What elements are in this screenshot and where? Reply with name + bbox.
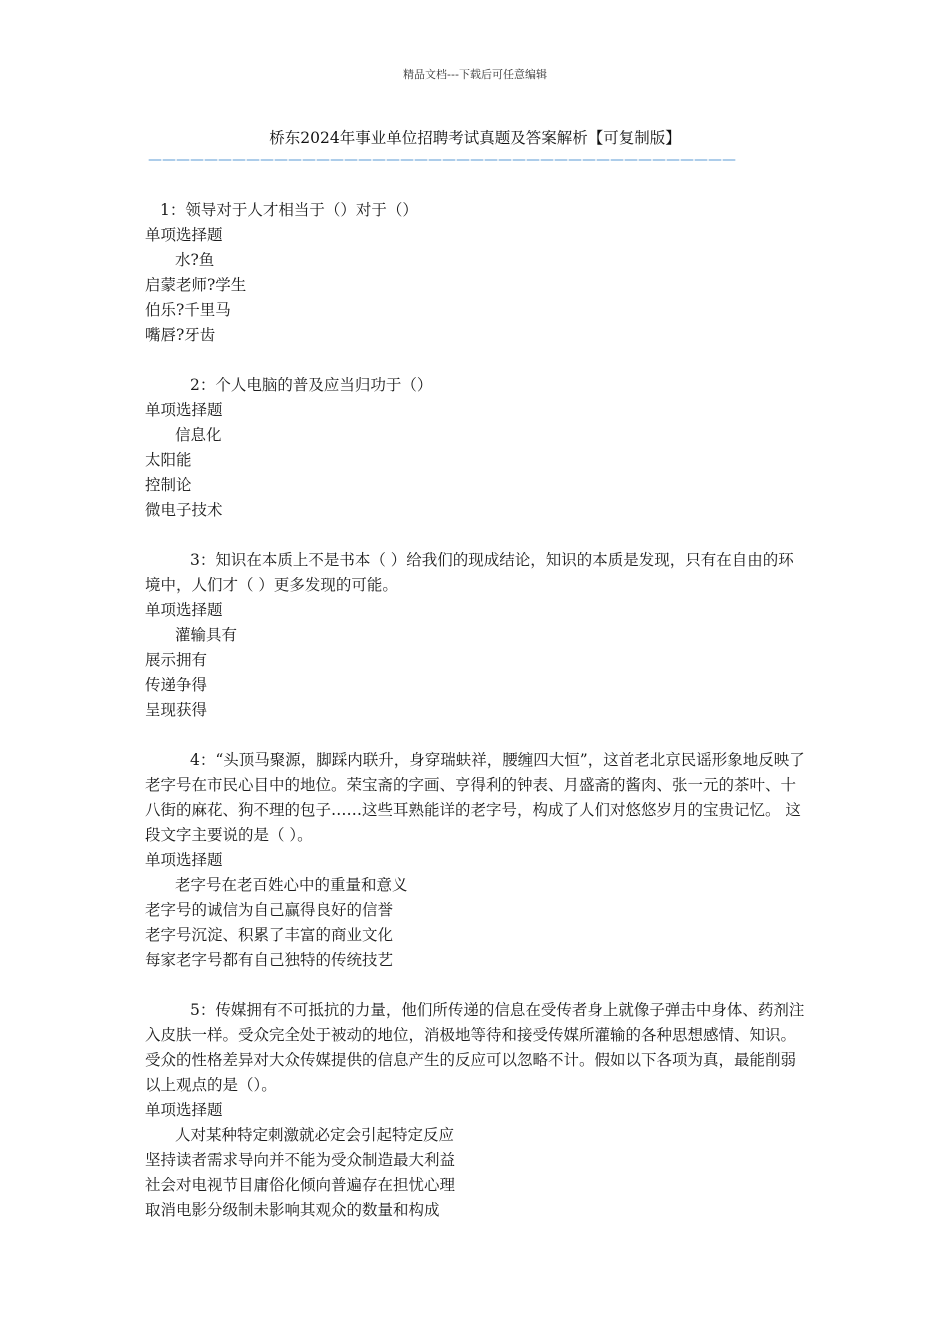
option-c: 社会对电视节目庸俗化倾向普遍存在担忧心理 — [145, 1176, 456, 1194]
option-d: 取消电影分级制未影响其观众的数量和构成 — [145, 1201, 440, 1219]
question-type: 单项选择题 — [145, 401, 223, 419]
option-b: 展示拥有 — [145, 651, 208, 669]
header-note: 精品文档---下载后可任意编辑 — [403, 68, 547, 81]
question-type: 单项选择题 — [145, 1101, 223, 1119]
option-b: 启蒙老师?学生 — [145, 276, 247, 294]
option-b: 老字号的诚信为自己赢得良好的信誉 — [145, 901, 394, 919]
option-c: 伯乐?千里马 — [145, 301, 231, 319]
question-type: 单项选择题 — [145, 601, 223, 619]
question-3 — [145, 548, 807, 723]
question-type: 单项选择题 — [145, 851, 223, 869]
option-c: 控制论 — [145, 476, 192, 494]
title-divider: —————————————————————————————————————————— — [148, 152, 736, 166]
question-list — [145, 198, 807, 1248]
question-5 — [145, 998, 807, 1223]
question-type: 单项选择题 — [145, 226, 223, 244]
option-b: 坚持读者需求导向并不能为受众制造最大利益 — [145, 1151, 456, 1169]
question-4 — [145, 748, 807, 973]
question-1 — [145, 198, 807, 348]
option-a: 信息化 — [175, 426, 222, 444]
option-a: 老字号在老百姓心中的重量和意义 — [175, 876, 408, 894]
option-d: 呈现获得 — [145, 701, 208, 719]
option-b: 太阳能 — [145, 451, 192, 469]
option-d: 每家老字号都有自己独特的传统技艺 — [145, 951, 394, 969]
question-stem: 4：“头顶马聚源，脚踩内联升，身穿瑞蚨祥，腰缠四大恒”，这首老北京民谣形象地反映了老字号在市民心目中的地位。荣宝斋的字画、亨得利的钟表、月盛斋的酱肉、张一元的茶叶、十八街的麻花、狗不理的包子……这些耳熟能详的老字号，构成了人们对悠悠岁月的宝贵记忆。 这段文字主要说的是（ ）。 — [145, 751, 805, 844]
option-a: 人对某种特定刺激就必定会引起特定反应 — [175, 1126, 455, 1144]
question-2 — [145, 373, 807, 523]
option-d: 微电子技术 — [145, 501, 223, 519]
option-c: 传递争得 — [145, 676, 208, 694]
option-a: 灌输具有 — [175, 626, 238, 644]
option-c: 老字号沉淀、积累了丰富的商业文化 — [145, 926, 394, 944]
question-stem: 5：传媒拥有不可抵抗的力量，他们所传递的信息在受传者身上就像子弹击中身体、药剂注入皮肤一样。受众完全处于被动的地位，消极地等待和接受传媒所灌输的各种思想感情、知识。受众的性格差异对大众传媒提供的信息产生的反应可以忽略不计。假如以下各项为真，最能削弱以上观点的是（）。 — [145, 1001, 805, 1094]
option-a: 水?鱼 — [175, 251, 215, 269]
option-d: 嘴唇?牙齿 — [145, 326, 216, 344]
question-stem: 3：知识在本质上不是书本（ ）给我们的现成结论，知识的本质是发现，只有在自由的环境中，人们才（ ）更多发现的可能。 — [145, 551, 794, 594]
question-stem: 1：领导对于人才相当于（）对于（） — [160, 201, 418, 219]
page-title: 桥东2024年事业单位招聘考试真题及答案解析【可复制版】 — [269, 129, 681, 147]
question-stem: 2：个人电脑的普及应当归功于（） — [190, 376, 433, 394]
